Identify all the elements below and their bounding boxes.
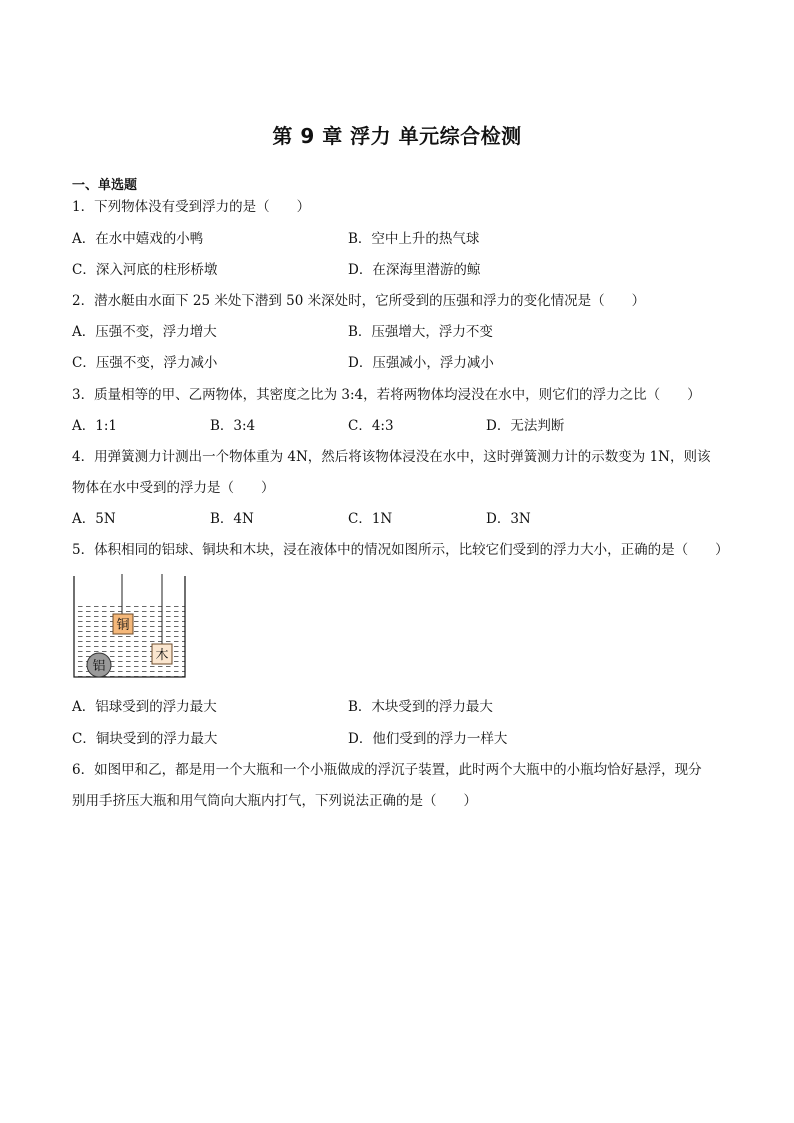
page-title: 第 9 章 浮力 单元综合检测 <box>272 124 522 148</box>
q2-option-d: D．压强减小，浮力减小 <box>348 355 494 371</box>
q2-option-b: B．压强增大，浮力不变 <box>348 324 493 340</box>
buoyancy-figure <box>70 574 190 688</box>
section-heading: 一、单选题 <box>72 178 138 193</box>
q5-option-c: C．铜块受到的浮力最大 <box>72 731 218 747</box>
question-6-stem-line-2: 别用手挤压大瓶和用气筒向大瓶内打气，下列说法正确的是（ ） <box>72 793 477 809</box>
q5-option-b: B．木块受到的浮力最大 <box>348 699 493 715</box>
question-4-stem-line-2: 物体在水中受到的浮力是（ ） <box>72 480 275 496</box>
q4-option-c: C．1N <box>348 511 393 527</box>
q2-option-c: C．压强不变，浮力减小 <box>72 355 218 371</box>
q3-option-a: A．1:1 <box>72 418 117 434</box>
question-4-stem-line-1: 4．用弹簧测力计测出一个物体重为 4N，然后将该物体浸没在水中，这时弹簧测力计的示数变为 1N，则该 <box>72 449 711 465</box>
question-6-stem-line-1: 6．如图甲和乙，都是用一个大瓶和一个小瓶做成的浮沉子装置，此时两个大瓶中的小瓶均恰好悬浮，现分 <box>72 762 702 778</box>
question-5-stem: 5．体积相同的铝球、铜块和木块，浸在液体中的情况如图所示，比较它们受到的浮力大小，正确的是（ ） <box>72 542 729 558</box>
wood-label: 木 <box>155 648 169 663</box>
q2-option-a: A．压强不变，浮力增大 <box>72 324 217 340</box>
aluminum-ball <box>87 653 111 677</box>
copper-block <box>113 614 133 634</box>
q3-option-b: B．3:4 <box>210 418 256 434</box>
q4-option-d: D．3N <box>486 511 531 527</box>
q3-option-d: D．无法判断 <box>486 418 565 434</box>
q3-option-c: C．4:3 <box>348 418 394 434</box>
q4-option-b: B．4N <box>210 511 254 527</box>
copper-label: 铜 <box>116 618 130 633</box>
q5-option-d: D．他们受到的浮力一样大 <box>348 731 508 747</box>
question-1-stem: 1．下列物体没有受到浮力的是（ ） <box>72 199 311 215</box>
q1-option-a: A．在水中嬉戏的小鸭 <box>72 231 204 247</box>
question-3-stem: 3．质量相等的甲、乙两物体，其密度之比为 3:4，若将两物体均浸没在水中，则它们的浮力之比（ ） <box>72 387 701 403</box>
q5-option-a: A．铝球受到的浮力最大 <box>72 699 217 715</box>
q1-option-b: B．空中上升的热气球 <box>348 231 480 247</box>
q1-option-c: C．深入河底的柱形桥墩 <box>72 262 218 278</box>
q1-option-d: D．在深海里潜游的鲸 <box>348 262 481 278</box>
wood-block <box>152 644 172 664</box>
q4-option-a: A．5N <box>72 511 116 527</box>
aluminum-label: 铝 <box>92 659 106 674</box>
question-2-stem: 2．潜水艇由水面下 25 米处下潜到 50 米深处时，它所受到的压强和浮力的变化情况是（ ） <box>72 293 646 309</box>
